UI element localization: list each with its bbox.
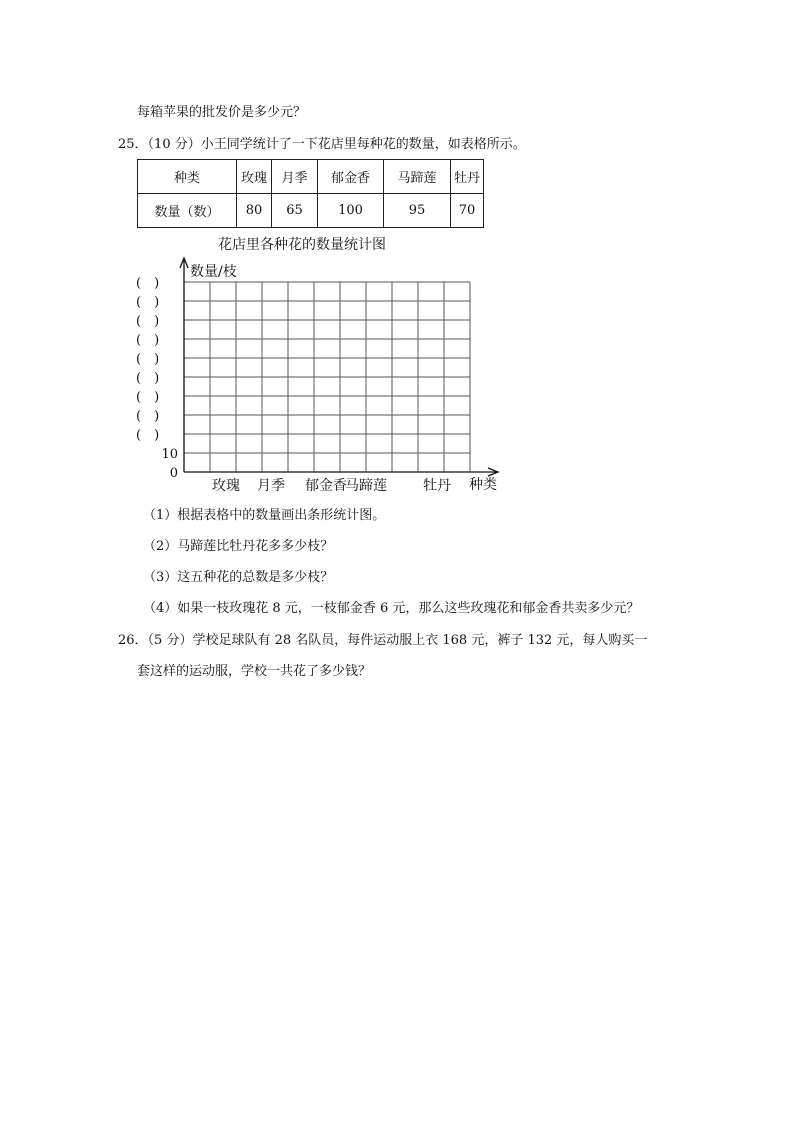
table-row (138, 194, 484, 228)
chart-svg (132, 234, 502, 496)
y-tick-label: ( ) (136, 333, 160, 348)
y-tick-label: ( ) (136, 276, 160, 291)
table-header-calla: 马蹄莲 (384, 160, 451, 194)
table-header-china-rose: 月季 (272, 160, 318, 194)
y-tick-label: 0 (169, 466, 178, 481)
q26-line2: 套这样的运动服，学校一共花了多少钱？ (137, 664, 372, 679)
table-header-rose: 玫瑰 (237, 160, 272, 194)
y-tick-label: ( ) (136, 409, 160, 424)
table-row (138, 160, 484, 194)
q26-line1: 26．（5 分）学校足球队有 28 名队员，每件运动服上衣 168 元，裤子 132 元，每人购买一 (118, 633, 648, 648)
table-cell-peony: 70 (451, 194, 484, 228)
table-cell-calla: 95 (384, 194, 451, 228)
y-tick-label: ( ) (136, 295, 160, 310)
y-tick-label: ( ) (136, 428, 160, 443)
table-header-label: 种类 (138, 160, 237, 194)
q25-sub2: （2）马蹄莲比牡丹花多多少枝？ (143, 539, 334, 554)
q25-sub4: （4）如果一枝玫瑰花 8 元，一枝郁金香 6 元，那么这些玫瑰花和郁金香共卖多少元？ (143, 601, 640, 616)
x-tick-label: 玫瑰 (212, 478, 240, 494)
bar-chart (132, 234, 502, 496)
q24-continuation: 每箱苹果的批发价是多少元？ (137, 105, 307, 120)
chart-title: 花店里各种花的数量统计图 (218, 237, 386, 253)
x-tick-label: 牡丹 (423, 478, 451, 494)
y-tick-label: ( ) (136, 352, 160, 367)
q25-header: 25．（10 分）小王同学统计了一下花店里每种花的数量，如表格所示。 (118, 137, 526, 152)
x-tick-label: 马蹄莲 (345, 478, 387, 494)
table-cell-tulip: 100 (318, 194, 384, 228)
y-tick-label: ( ) (136, 314, 160, 329)
q25-sub1: （1）根据表格中的数量画出条形统计图。 (143, 508, 386, 523)
x-tick-label: 郁金香 (305, 478, 347, 494)
y-axis-label: 数量/枝 (190, 264, 237, 280)
y-tick-label: ( ) (136, 390, 160, 405)
y-tick-label: 10 (161, 447, 178, 462)
table-header-peony: 牡丹 (451, 160, 484, 194)
y-tick-label: ( ) (136, 371, 160, 386)
x-tick-label: 月季 (257, 478, 285, 494)
table-cell-rose: 80 (237, 194, 272, 228)
table-row-label: 数量（数） (138, 194, 237, 228)
table-cell-china-rose: 65 (272, 194, 318, 228)
q25-sub3: （3）这五种花的总数是多少枝？ (143, 570, 334, 585)
x-axis-label: 种类 (469, 477, 497, 493)
flower-count-table (137, 159, 484, 228)
table-header-tulip: 郁金香 (318, 160, 384, 194)
